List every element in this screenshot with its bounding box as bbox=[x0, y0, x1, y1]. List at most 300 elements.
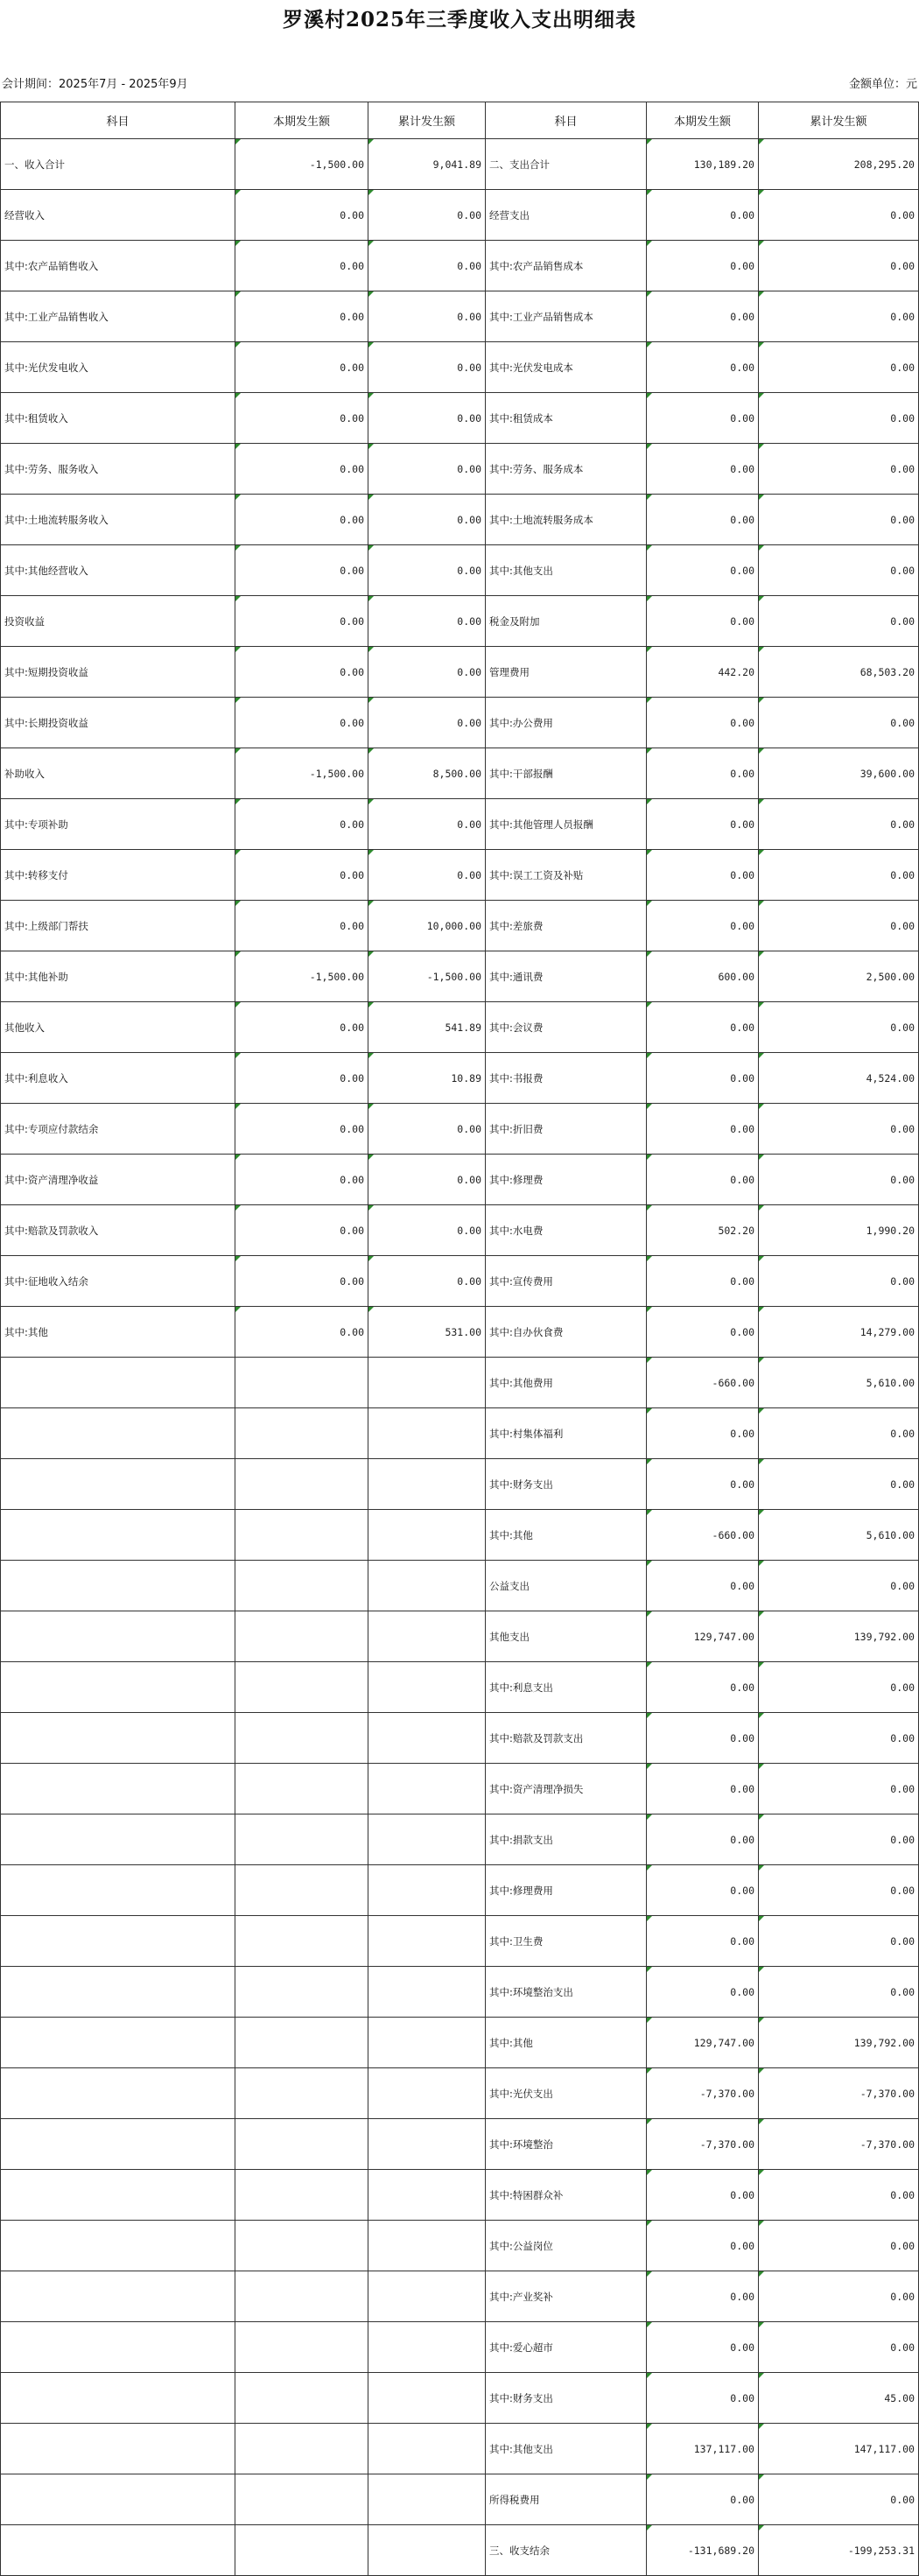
expense-cumulative-cell: 0.00 bbox=[759, 850, 919, 901]
table-body bbox=[1, 139, 919, 2576]
income-item-cell: 其中:上级部门帮扶 bbox=[1, 901, 235, 951]
expense-cumulative-cell: 0.00 bbox=[759, 241, 919, 291]
expense-item-cell: 其中:其他支出 bbox=[486, 2424, 647, 2474]
expense-cumulative-cell: 5,610.00 bbox=[759, 1510, 919, 1561]
table-row bbox=[1, 698, 919, 748]
income-item-cell bbox=[1, 1662, 235, 1713]
expense-current-cell: 442.20 bbox=[647, 647, 759, 698]
expense-item-cell: 其中:公益岗位 bbox=[486, 2221, 647, 2271]
income-current-cell: 0.00 bbox=[235, 596, 368, 647]
expense-current-cell: -131,689.20 bbox=[647, 2525, 759, 2576]
expense-item-cell: 管理费用 bbox=[486, 647, 647, 698]
income-item-cell bbox=[1, 1865, 235, 1916]
expense-current-cell: 0.00 bbox=[647, 596, 759, 647]
expense-item-cell: 税金及附加 bbox=[486, 596, 647, 647]
expense-item-cell: 其中:自办伙食费 bbox=[486, 1307, 647, 1358]
income-current-cell bbox=[235, 1611, 368, 1662]
income-current-cell bbox=[235, 2018, 368, 2068]
table-row bbox=[1, 951, 919, 1002]
table-row bbox=[1, 1510, 919, 1561]
table-row bbox=[1, 1561, 919, 1611]
income-current-cell: -1,500.00 bbox=[235, 748, 368, 799]
table-row bbox=[1, 1967, 919, 2018]
expense-current-cell: 0.00 bbox=[647, 1764, 759, 1814]
expense-item-cell: 其中:其他 bbox=[486, 1510, 647, 1561]
expense-cumulative-cell: 0.00 bbox=[759, 1104, 919, 1155]
expense-current-cell: 0.00 bbox=[647, 901, 759, 951]
expense-item-cell: 所得税费用 bbox=[486, 2474, 647, 2525]
income-current-cell bbox=[235, 2170, 368, 2221]
expense-cumulative-cell: 0.00 bbox=[759, 799, 919, 850]
income-current-cell bbox=[235, 1814, 368, 1865]
expense-cumulative-cell: 0.00 bbox=[759, 545, 919, 596]
expense-current-cell: 502.20 bbox=[647, 1205, 759, 1256]
income-item-cell bbox=[1, 1561, 235, 1611]
expense-item-cell: 其中:村集体福利 bbox=[486, 1408, 647, 1459]
expense-item-cell: 其中:差旅费 bbox=[486, 901, 647, 951]
table-row bbox=[1, 596, 919, 647]
table-row bbox=[1, 901, 919, 951]
expense-cumulative-cell: 0.00 bbox=[759, 444, 919, 495]
income-cumulative-cell: 0.00 bbox=[368, 1256, 486, 1307]
income-current-cell: 0.00 bbox=[235, 545, 368, 596]
table-row bbox=[1, 2322, 919, 2373]
expense-item-cell: 其中:产业奖补 bbox=[486, 2271, 647, 2322]
expense-item-cell: 三、收支结余 bbox=[486, 2525, 647, 2576]
income-current-cell: 0.00 bbox=[235, 799, 368, 850]
expense-item-cell: 其中:修理费用 bbox=[486, 1865, 647, 1916]
expense-cumulative-cell: 0.00 bbox=[759, 596, 919, 647]
expense-cumulative-cell: 5,610.00 bbox=[759, 1358, 919, 1408]
income-item-cell: 其中:租赁收入 bbox=[1, 393, 235, 444]
income-current-cell bbox=[235, 1408, 368, 1459]
table-row bbox=[1, 1814, 919, 1865]
income-current-cell bbox=[235, 2373, 368, 2424]
expense-item-cell: 其中:修理费 bbox=[486, 1155, 647, 1205]
report-title: 罗溪村2025年三季度收入支出明细表 bbox=[282, 8, 636, 32]
expense-item-cell: 其中:书报费 bbox=[486, 1053, 647, 1104]
expense-cumulative-cell: 0.00 bbox=[759, 1967, 919, 2018]
income-item-cell: 经营收入 bbox=[1, 190, 235, 241]
income-current-cell bbox=[235, 2525, 368, 2576]
income-cumulative-cell: 9,041.89 bbox=[368, 139, 486, 190]
income-current-cell bbox=[235, 2271, 368, 2322]
header-expense-current: 本期发生额 bbox=[647, 102, 759, 139]
expense-current-cell: -660.00 bbox=[647, 1358, 759, 1408]
income-current-cell: 0.00 bbox=[235, 1256, 368, 1307]
income-cumulative-cell bbox=[368, 2474, 486, 2525]
income-cumulative-cell bbox=[368, 1561, 486, 1611]
income-item-cell bbox=[1, 1408, 235, 1459]
expense-current-cell: 0.00 bbox=[647, 1002, 759, 1053]
expense-cumulative-cell: 0.00 bbox=[759, 495, 919, 545]
income-current-cell: 0.00 bbox=[235, 1307, 368, 1358]
expense-cumulative-cell: 0.00 bbox=[759, 2322, 919, 2373]
income-current-cell bbox=[235, 1459, 368, 1510]
income-item-cell: 补助收入 bbox=[1, 748, 235, 799]
income-current-cell: -1,500.00 bbox=[235, 951, 368, 1002]
expense-item-cell: 其中:误工工资及补贴 bbox=[486, 850, 647, 901]
table-row bbox=[1, 850, 919, 901]
income-item-cell: 其中:工业产品销售收入 bbox=[1, 291, 235, 342]
header-expense-cumulative: 累计发生额 bbox=[759, 102, 919, 139]
income-cumulative-cell: 0.00 bbox=[368, 495, 486, 545]
income-cumulative-cell bbox=[368, 1459, 486, 1510]
expense-cumulative-cell: 39,600.00 bbox=[759, 748, 919, 799]
table-row bbox=[1, 799, 919, 850]
expense-cumulative-cell: 0.00 bbox=[759, 291, 919, 342]
income-item-cell: 其中:征地收入结余 bbox=[1, 1256, 235, 1307]
income-item-cell bbox=[1, 1510, 235, 1561]
expense-item-cell: 其中:财务支出 bbox=[486, 2373, 647, 2424]
expense-cumulative-cell: 0.00 bbox=[759, 2170, 919, 2221]
expense-item-cell: 其中:卫生费 bbox=[486, 1916, 647, 1967]
income-current-cell bbox=[235, 1865, 368, 1916]
expense-current-cell: 0.00 bbox=[647, 1662, 759, 1713]
income-item-cell: 其中:其他补助 bbox=[1, 951, 235, 1002]
income-item-cell bbox=[1, 2474, 235, 2525]
income-item-cell: 一、收入合计 bbox=[1, 139, 235, 190]
accounting-period: 会计期间：2025年7月 - 2025年9月 bbox=[2, 78, 188, 91]
income-current-cell bbox=[235, 2322, 368, 2373]
income-current-cell: 0.00 bbox=[235, 1053, 368, 1104]
expense-current-cell: 0.00 bbox=[647, 1408, 759, 1459]
table-row bbox=[1, 342, 919, 393]
income-item-cell: 投资收益 bbox=[1, 596, 235, 647]
expense-cumulative-cell: 139,792.00 bbox=[759, 1611, 919, 1662]
income-current-cell bbox=[235, 2221, 368, 2271]
table-row bbox=[1, 748, 919, 799]
income-item-cell: 其中:资产清理净收益 bbox=[1, 1155, 235, 1205]
income-item-cell bbox=[1, 2018, 235, 2068]
expense-item-cell: 其中:水电费 bbox=[486, 1205, 647, 1256]
table-row bbox=[1, 1256, 919, 1307]
expense-cumulative-cell: 0.00 bbox=[759, 2271, 919, 2322]
income-item-cell: 其中:农产品销售收入 bbox=[1, 241, 235, 291]
income-cumulative-cell bbox=[368, 1611, 486, 1662]
income-cumulative-cell: 0.00 bbox=[368, 342, 486, 393]
expense-cumulative-cell: 0.00 bbox=[759, 1713, 919, 1764]
expense-item-cell: 其中:干部报酬 bbox=[486, 748, 647, 799]
expense-cumulative-cell: 14,279.00 bbox=[759, 1307, 919, 1358]
income-current-cell: 0.00 bbox=[235, 342, 368, 393]
expense-cumulative-cell: 0.00 bbox=[759, 1256, 919, 1307]
income-cumulative-cell: 0.00 bbox=[368, 799, 486, 850]
expense-cumulative-cell: 0.00 bbox=[759, 393, 919, 444]
expense-item-cell: 其中:宣传费用 bbox=[486, 1256, 647, 1307]
income-current-cell bbox=[235, 1916, 368, 1967]
expense-current-cell: -660.00 bbox=[647, 1510, 759, 1561]
expense-cumulative-cell: 147,117.00 bbox=[759, 2424, 919, 2474]
income-item-cell bbox=[1, 2322, 235, 2373]
income-cumulative-cell: 0.00 bbox=[368, 850, 486, 901]
income-cumulative-cell bbox=[368, 1865, 486, 1916]
income-item-cell bbox=[1, 2068, 235, 2119]
table-row bbox=[1, 2068, 919, 2119]
income-current-cell: 0.00 bbox=[235, 698, 368, 748]
expense-item-cell: 其中:工业产品销售成本 bbox=[486, 291, 647, 342]
income-cumulative-cell bbox=[368, 2068, 486, 2119]
income-cumulative-cell bbox=[368, 1967, 486, 2018]
table-row bbox=[1, 1916, 919, 1967]
expense-cumulative-cell: 45.00 bbox=[759, 2373, 919, 2424]
income-item-cell: 其中:转移支付 bbox=[1, 850, 235, 901]
income-current-cell: 0.00 bbox=[235, 444, 368, 495]
expense-current-cell: 137,117.00 bbox=[647, 2424, 759, 2474]
income-current-cell bbox=[235, 1358, 368, 1408]
table-row bbox=[1, 2525, 919, 2576]
income-cumulative-cell: 8,500.00 bbox=[368, 748, 486, 799]
expense-cumulative-cell: 0.00 bbox=[759, 698, 919, 748]
income-item-cell: 其中:利息收入 bbox=[1, 1053, 235, 1104]
income-cumulative-cell bbox=[368, 2322, 486, 2373]
income-cumulative-cell bbox=[368, 2119, 486, 2170]
income-cumulative-cell bbox=[368, 1713, 486, 1764]
expense-current-cell: 0.00 bbox=[647, 1814, 759, 1865]
table-row bbox=[1, 1358, 919, 1408]
expense-current-cell: 0.00 bbox=[647, 1155, 759, 1205]
expense-cumulative-cell: 0.00 bbox=[759, 2221, 919, 2271]
income-cumulative-cell bbox=[368, 2221, 486, 2271]
header-expense-item: 科目 bbox=[486, 102, 647, 139]
expense-current-cell: 0.00 bbox=[647, 1053, 759, 1104]
income-cumulative-cell: 0.00 bbox=[368, 596, 486, 647]
table-row bbox=[1, 291, 919, 342]
table-row bbox=[1, 444, 919, 495]
table-row bbox=[1, 2170, 919, 2221]
income-cumulative-cell: 0.00 bbox=[368, 444, 486, 495]
table-row bbox=[1, 2474, 919, 2525]
income-item-cell bbox=[1, 2271, 235, 2322]
expense-current-cell: 0.00 bbox=[647, 190, 759, 241]
expense-cumulative-cell: 0.00 bbox=[759, 1002, 919, 1053]
expense-item-cell: 其中:赔款及罚款支出 bbox=[486, 1713, 647, 1764]
income-item-cell: 其他收入 bbox=[1, 1002, 235, 1053]
expense-item-cell: 其中:租赁成本 bbox=[486, 393, 647, 444]
expense-cumulative-cell: 0.00 bbox=[759, 1865, 919, 1916]
table-row bbox=[1, 1611, 919, 1662]
income-current-cell bbox=[235, 1561, 368, 1611]
income-cumulative-cell: 0.00 bbox=[368, 1155, 486, 1205]
table-header-row bbox=[1, 102, 919, 139]
expense-cumulative-cell: 4,524.00 bbox=[759, 1053, 919, 1104]
income-item-cell: 其中:土地流转服务收入 bbox=[1, 495, 235, 545]
income-item-cell bbox=[1, 1358, 235, 1408]
expense-item-cell: 其中:光伏支出 bbox=[486, 2068, 647, 2119]
income-item-cell bbox=[1, 1764, 235, 1814]
income-cumulative-cell bbox=[368, 2373, 486, 2424]
expense-item-cell: 经营支出 bbox=[486, 190, 647, 241]
income-item-cell: 其中:赔款及罚款收入 bbox=[1, 1205, 235, 1256]
expense-current-cell: 0.00 bbox=[647, 1561, 759, 1611]
expense-item-cell: 其中:折旧费 bbox=[486, 1104, 647, 1155]
table-row bbox=[1, 495, 919, 545]
table-row bbox=[1, 2271, 919, 2322]
expense-current-cell: 0.00 bbox=[647, 2373, 759, 2424]
expense-cumulative-cell: 0.00 bbox=[759, 1155, 919, 1205]
income-current-cell bbox=[235, 1510, 368, 1561]
expense-item-cell: 其他支出 bbox=[486, 1611, 647, 1662]
income-current-cell bbox=[235, 2474, 368, 2525]
table-row bbox=[1, 1307, 919, 1358]
income-cumulative-cell: 0.00 bbox=[368, 1104, 486, 1155]
income-item-cell: 其中:专项补助 bbox=[1, 799, 235, 850]
expense-item-cell: 其中:其他费用 bbox=[486, 1358, 647, 1408]
income-current-cell bbox=[235, 2068, 368, 2119]
expense-item-cell: 其中:农产品销售成本 bbox=[486, 241, 647, 291]
income-current-cell: 0.00 bbox=[235, 901, 368, 951]
header-income-item: 科目 bbox=[1, 102, 235, 139]
table-row bbox=[1, 190, 919, 241]
income-current-cell: -1,500.00 bbox=[235, 139, 368, 190]
table-row bbox=[1, 1713, 919, 1764]
expense-current-cell: 0.00 bbox=[647, 393, 759, 444]
expense-item-cell: 其中:通讯费 bbox=[486, 951, 647, 1002]
income-item-cell: 其中:长期投资收益 bbox=[1, 698, 235, 748]
income-item-cell bbox=[1, 1713, 235, 1764]
income-cumulative-cell: 541.89 bbox=[368, 1002, 486, 1053]
expense-current-cell: 0.00 bbox=[647, 2474, 759, 2525]
expense-current-cell: 0.00 bbox=[647, 799, 759, 850]
table-row bbox=[1, 2221, 919, 2271]
income-cumulative-cell: 0.00 bbox=[368, 647, 486, 698]
expense-item-cell: 其中:财务支出 bbox=[486, 1459, 647, 1510]
income-item-cell bbox=[1, 1814, 235, 1865]
income-current-cell: 0.00 bbox=[235, 393, 368, 444]
income-current-cell: 0.00 bbox=[235, 1104, 368, 1155]
income-item-cell bbox=[1, 2373, 235, 2424]
income-item-cell bbox=[1, 1459, 235, 1510]
income-item-cell: 其中:光伏发电收入 bbox=[1, 342, 235, 393]
expense-current-cell: 0.00 bbox=[647, 748, 759, 799]
table-row bbox=[1, 1104, 919, 1155]
income-cumulative-cell bbox=[368, 2170, 486, 2221]
expense-current-cell: 0.00 bbox=[647, 850, 759, 901]
income-item-cell: 其中:其他经营收入 bbox=[1, 545, 235, 596]
income-current-cell: 0.00 bbox=[235, 647, 368, 698]
income-cumulative-cell: 0.00 bbox=[368, 545, 486, 596]
expense-current-cell: 0.00 bbox=[647, 1459, 759, 1510]
income-cumulative-cell: 10.89 bbox=[368, 1053, 486, 1104]
expense-current-cell: 0.00 bbox=[647, 1713, 759, 1764]
income-cumulative-cell bbox=[368, 2424, 486, 2474]
expense-current-cell: 0.00 bbox=[647, 1967, 759, 2018]
expense-cumulative-cell: -7,370.00 bbox=[759, 2119, 919, 2170]
income-current-cell bbox=[235, 2424, 368, 2474]
table-row bbox=[1, 1662, 919, 1713]
expense-item-cell: 其中:捐款支出 bbox=[486, 1814, 647, 1865]
income-item-cell bbox=[1, 2221, 235, 2271]
expense-current-cell: 130,189.20 bbox=[647, 139, 759, 190]
expense-item-cell: 其中:爱心超市 bbox=[486, 2322, 647, 2373]
expense-cumulative-cell: 0.00 bbox=[759, 1662, 919, 1713]
income-current-cell: 0.00 bbox=[235, 850, 368, 901]
expense-item-cell: 其中:劳务、服务成本 bbox=[486, 444, 647, 495]
income-current-cell bbox=[235, 1713, 368, 1764]
income-cumulative-cell: 531.00 bbox=[368, 1307, 486, 1358]
income-item-cell bbox=[1, 1916, 235, 1967]
table-row bbox=[1, 1155, 919, 1205]
expense-item-cell: 其中:环境整治支出 bbox=[486, 1967, 647, 2018]
income-current-cell: 0.00 bbox=[235, 495, 368, 545]
income-item-cell: 其中:短期投资收益 bbox=[1, 647, 235, 698]
expense-item-cell: 其中:光伏发电成本 bbox=[486, 342, 647, 393]
expense-item-cell: 其中:利息支出 bbox=[486, 1662, 647, 1713]
table-row bbox=[1, 545, 919, 596]
expense-current-cell: 0.00 bbox=[647, 241, 759, 291]
income-cumulative-cell bbox=[368, 1358, 486, 1408]
header-income-cumulative: 累计发生额 bbox=[368, 102, 486, 139]
income-item-cell: 其中:专项应付款结余 bbox=[1, 1104, 235, 1155]
income-cumulative-cell bbox=[368, 2018, 486, 2068]
expense-item-cell: 其中:特困群众补 bbox=[486, 2170, 647, 2221]
income-cumulative-cell bbox=[368, 1510, 486, 1561]
expense-current-cell: 0.00 bbox=[647, 698, 759, 748]
expense-cumulative-cell: 0.00 bbox=[759, 190, 919, 241]
income-cumulative-cell bbox=[368, 2271, 486, 2322]
table-row bbox=[1, 393, 919, 444]
income-cumulative-cell: 0.00 bbox=[368, 698, 486, 748]
income-current-cell: 0.00 bbox=[235, 190, 368, 241]
expense-cumulative-cell: 139,792.00 bbox=[759, 2018, 919, 2068]
expense-current-cell: 600.00 bbox=[647, 951, 759, 1002]
expense-item-cell: 公益支出 bbox=[486, 1561, 647, 1611]
income-cumulative-cell bbox=[368, 2525, 486, 2576]
expense-item-cell: 二、支出合计 bbox=[486, 139, 647, 190]
expense-current-cell: 129,747.00 bbox=[647, 1611, 759, 1662]
expense-cumulative-cell: 0.00 bbox=[759, 1459, 919, 1510]
income-cumulative-cell bbox=[368, 1916, 486, 1967]
expense-cumulative-cell: 0.00 bbox=[759, 1764, 919, 1814]
expense-cumulative-cell: 0.00 bbox=[759, 901, 919, 951]
expense-item-cell: 其中:其他支出 bbox=[486, 545, 647, 596]
income-current-cell: 0.00 bbox=[235, 1002, 368, 1053]
table-row bbox=[1, 2119, 919, 2170]
income-item-cell bbox=[1, 1967, 235, 2018]
expense-current-cell: 0.00 bbox=[647, 2221, 759, 2271]
table-row bbox=[1, 647, 919, 698]
table-row bbox=[1, 2018, 919, 2068]
income-cumulative-cell: 0.00 bbox=[368, 241, 486, 291]
expense-cumulative-cell: -7,370.00 bbox=[759, 2068, 919, 2119]
expense-cumulative-cell: 0.00 bbox=[759, 2474, 919, 2525]
income-cumulative-cell bbox=[368, 1408, 486, 1459]
table-row bbox=[1, 2424, 919, 2474]
expense-cumulative-cell: 0.00 bbox=[759, 1408, 919, 1459]
expense-cumulative-cell: 0.00 bbox=[759, 1561, 919, 1611]
expense-cumulative-cell: 208,295.20 bbox=[759, 139, 919, 190]
expense-item-cell: 其中:土地流转服务成本 bbox=[486, 495, 647, 545]
expense-cumulative-cell: 0.00 bbox=[759, 1916, 919, 1967]
expense-current-cell: 0.00 bbox=[647, 444, 759, 495]
expense-current-cell: 0.00 bbox=[647, 342, 759, 393]
income-item-cell: 其中:劳务、服务收入 bbox=[1, 444, 235, 495]
table-row bbox=[1, 1459, 919, 1510]
expense-current-cell: 0.00 bbox=[647, 2271, 759, 2322]
income-cumulative-cell: 0.00 bbox=[368, 190, 486, 241]
income-item-cell bbox=[1, 2424, 235, 2474]
table-row bbox=[1, 1764, 919, 1814]
income-current-cell: 0.00 bbox=[235, 291, 368, 342]
expense-item-cell: 其中:资产清理净损失 bbox=[486, 1764, 647, 1814]
income-cumulative-cell bbox=[368, 1814, 486, 1865]
expense-cumulative-cell: 2,500.00 bbox=[759, 951, 919, 1002]
expense-current-cell: 0.00 bbox=[647, 1916, 759, 1967]
expense-current-cell: 0.00 bbox=[647, 1256, 759, 1307]
table-row bbox=[1, 1865, 919, 1916]
header-income-current: 本期发生额 bbox=[235, 102, 368, 139]
income-current-cell bbox=[235, 1764, 368, 1814]
